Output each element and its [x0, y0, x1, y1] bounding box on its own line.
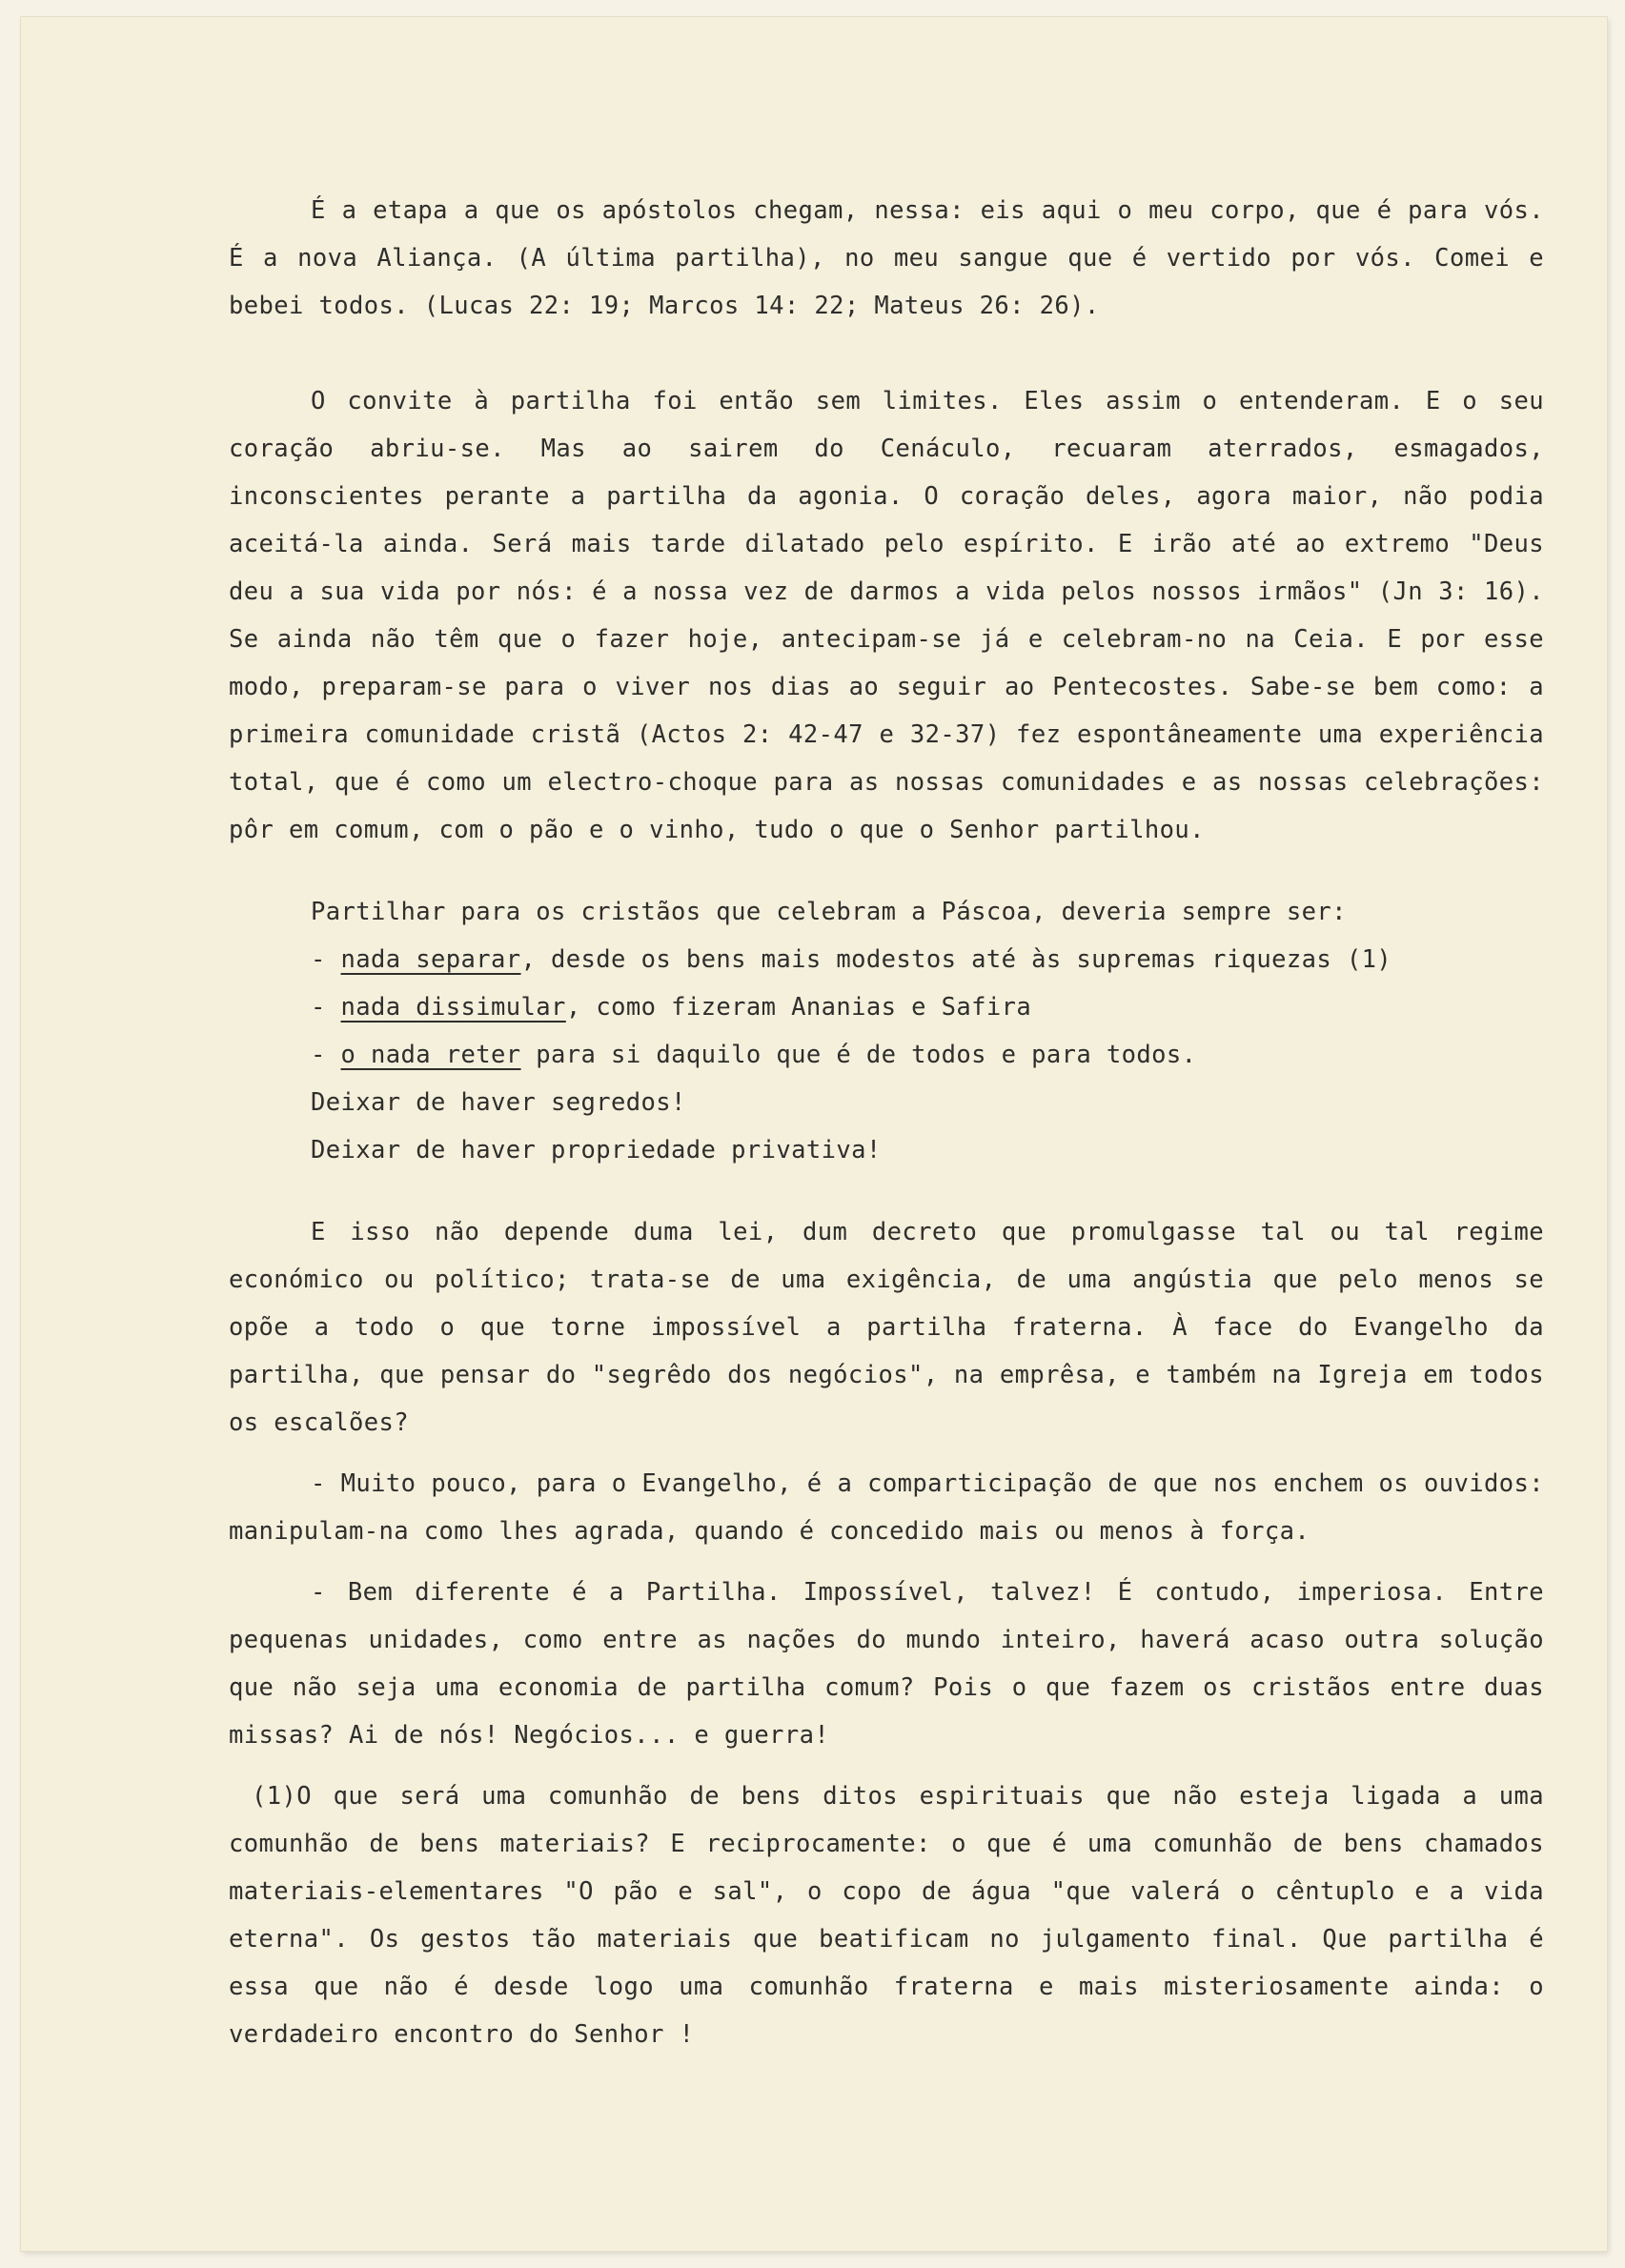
list-item-dash: -: [311, 945, 341, 974]
dialogue-line-1: - Muito pouco, para o Evangelho, é a comparticipação de que nos enchem os ouvidos: manipulam-na como lhes agrada, quando é concedido mais ou menos à força.: [229, 1469, 1544, 1546]
spacer: [229, 1759, 1544, 1772]
spacer: [229, 854, 1544, 888]
list-item-text: , como fizeram Ananias e Safira: [565, 993, 1032, 1022]
partilhar-list: [311, 888, 1544, 1174]
list-item: [311, 1031, 1544, 1079]
list-item-text: , desde os bens mais modestos até às supremas riquezas (1): [520, 945, 1392, 974]
list-item-underlined: nada dissimular: [340, 993, 566, 1022]
list-item: [311, 983, 1544, 1031]
paragraph-3: E isso não depende duma lei, dum decreto que promulgasse tal ou tal regime económico ou político; trata-se de uma exigência, de uma angústia que pelo menos se opõe a todo o que torne impossível a partilha fraterna. À face do Evangelho da partilha, que pensar do "segrêdo dos negócios", na emprêsa, e também na Igreja em todos os escalões?: [229, 1218, 1544, 1437]
typewritten-page: [229, 187, 1544, 2058]
list-item: [311, 936, 1544, 983]
list-item-underlined: o nada reter: [340, 1041, 521, 1069]
footnote: (1)O que será uma comunhão de bens ditos espirituais que não esteja ligada a uma comunhão de bens materiais? E reciprocamente: o que é uma comunhão de bens chamados materiais-elementares "O pão e sal", o copo de água "que valerá o cêntuplo e a vida eterna". Os gestos tão materiais que beatificam no julgamento final. Que partilha é essa que não é desde logo uma comunhão fraterna e mais misteriosamente ainda: o verdadeiro encontro do Senhor !: [229, 1782, 1544, 2049]
list-item-underlined: nada separar: [340, 945, 521, 974]
spacer: [229, 330, 1544, 377]
list-item-dash: -: [311, 1041, 341, 1069]
spacer: [229, 1447, 1544, 1460]
closing-line: Deixar de haver propriedade privativa!: [311, 1136, 882, 1164]
paragraph-2: O convite à partilha foi então sem limites. Eles assim o entenderam. E o seu coração abriu-se. Mas ao sairem do Cenáculo, recuaram aterrados, esmagados, inconscientes perante a partilha da agonia. O coração deles, agora maior, não podia aceitá-la ainda. Será mais tarde dilatado pelo espírito. E irão até ao extremo "Deus deu a sua vida por nós: é a nossa vez de darmos a vida pelos nossos irmãos" (Jn 3: 16). Se ainda não têm que o fazer hoje, antecipam-se já e celebram-no na Ceia. E por esse modo, preparam-se para o viver nos dias ao seguir ao Pentecostes. Sabe-se bem como: a primeira comunidade cristã (Actos 2: 42-47 e 32-37) fez espontâneamente uma experiência total, que é como um electro-choque para as nossas comunidades e as nossas celebrações: pôr em comum, com o pão e o vinho, tudo o que o Senhor partilhou.: [229, 387, 1544, 844]
dialogue-line-2: - Bem diferente é a Partilha. Impossível, talvez! É contudo, imperiosa. Entre pequenas unidades, como entre as nações do mundo inteiro, haverá acaso outra solução que não seja uma economia de partilha comum? Pois o que fazem os cristãos entre duas missas? Ai de nós! Negócios... e guerra!: [229, 1578, 1544, 1750]
paragraph-1: É a etapa a que os apóstolos chegam, nessa: eis aqui o meu corpo, que é para vós. É a nova Aliança. (A última partilha), no meu sangue que é vertido por vós. Comei e bebei todos. (Lucas 22: 19; Marcos 14: 22; Mateus 26: 26).: [229, 196, 1544, 320]
list-item-dash: -: [311, 993, 341, 1022]
spacer: [229, 1174, 1544, 1208]
spacer: [229, 1555, 1544, 1569]
list-item-text: para si daquilo que é de todos e para todos.: [520, 1041, 1197, 1069]
closing-line: Deixar de haver segredos!: [311, 1088, 686, 1117]
list-intro: Partilhar para os cristãos que celebram a Páscoa, deveria sempre ser:: [311, 898, 1347, 926]
